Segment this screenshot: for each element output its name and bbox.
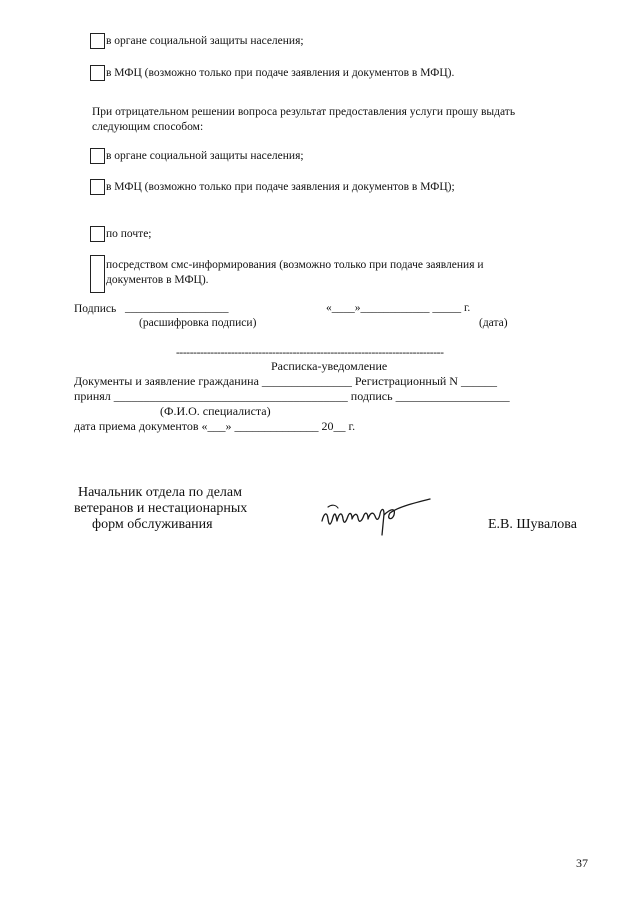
signature-label: Подпись (74, 303, 117, 315)
checkbox-social-protection-1[interactable] (90, 33, 105, 49)
official-name: Е.В. Шувалова (488, 517, 577, 532)
position-line1: Начальник отдела по делам (78, 485, 242, 500)
date-hint: (дата) (479, 317, 508, 329)
receipt-line3: дата приема документов «___» ______________ 20__ г. (74, 419, 356, 433)
sms-option-line2: документов в МФЦ). (106, 274, 209, 286)
option-label: по почте; (106, 228, 152, 240)
position-line3: форм обслуживания (92, 517, 213, 532)
signature-date-field[interactable]: «____»____________ _____ г. (326, 302, 471, 314)
option-label: в органе социальной защиты населения; (106, 35, 304, 47)
option-label: в МФЦ (возможно только при подаче заявления и документов в МФЦ); (106, 181, 455, 193)
handwritten-signature (318, 495, 434, 541)
option-label: в МФЦ (возможно только при подаче заявления и документов в МФЦ). (106, 67, 455, 79)
refusal-text-line2: следующим способом: (92, 121, 204, 133)
checkbox-sms[interactable] (90, 255, 105, 293)
refusal-text-line1: При отрицательном решении вопроса результат предоставления услуги прошу выдать (92, 106, 516, 118)
decode-hint: (расшифровка подписи) (139, 317, 257, 329)
receipt-line2: принял _______________________________________ подпись ___________________ (74, 389, 510, 403)
signature-line[interactable]: __________________ (125, 302, 229, 314)
sms-option-line1: посредством смс-информирования (возможно только при подаче заявления и (106, 259, 484, 271)
checkbox-mfc-2[interactable] (90, 179, 105, 195)
checkbox-mfc-1[interactable] (90, 65, 105, 81)
fio-hint: (Ф.И.О. специалиста) (160, 404, 271, 418)
page-number: 37 (576, 856, 588, 870)
receipt-title: Расписка-уведомление (271, 359, 388, 373)
checkbox-mail[interactable] (90, 226, 105, 242)
position-line2: ветеранов и нестационарных (74, 501, 248, 516)
option-label: в органе социальной защиты населения; (106, 150, 304, 162)
separator-line: ------------------------------------------------------------------------------ (176, 347, 444, 359)
checkbox-social-protection-2[interactable] (90, 148, 105, 164)
receipt-line1: Документы и заявление гражданина _______________ Регистрационный N ______ (74, 374, 497, 388)
